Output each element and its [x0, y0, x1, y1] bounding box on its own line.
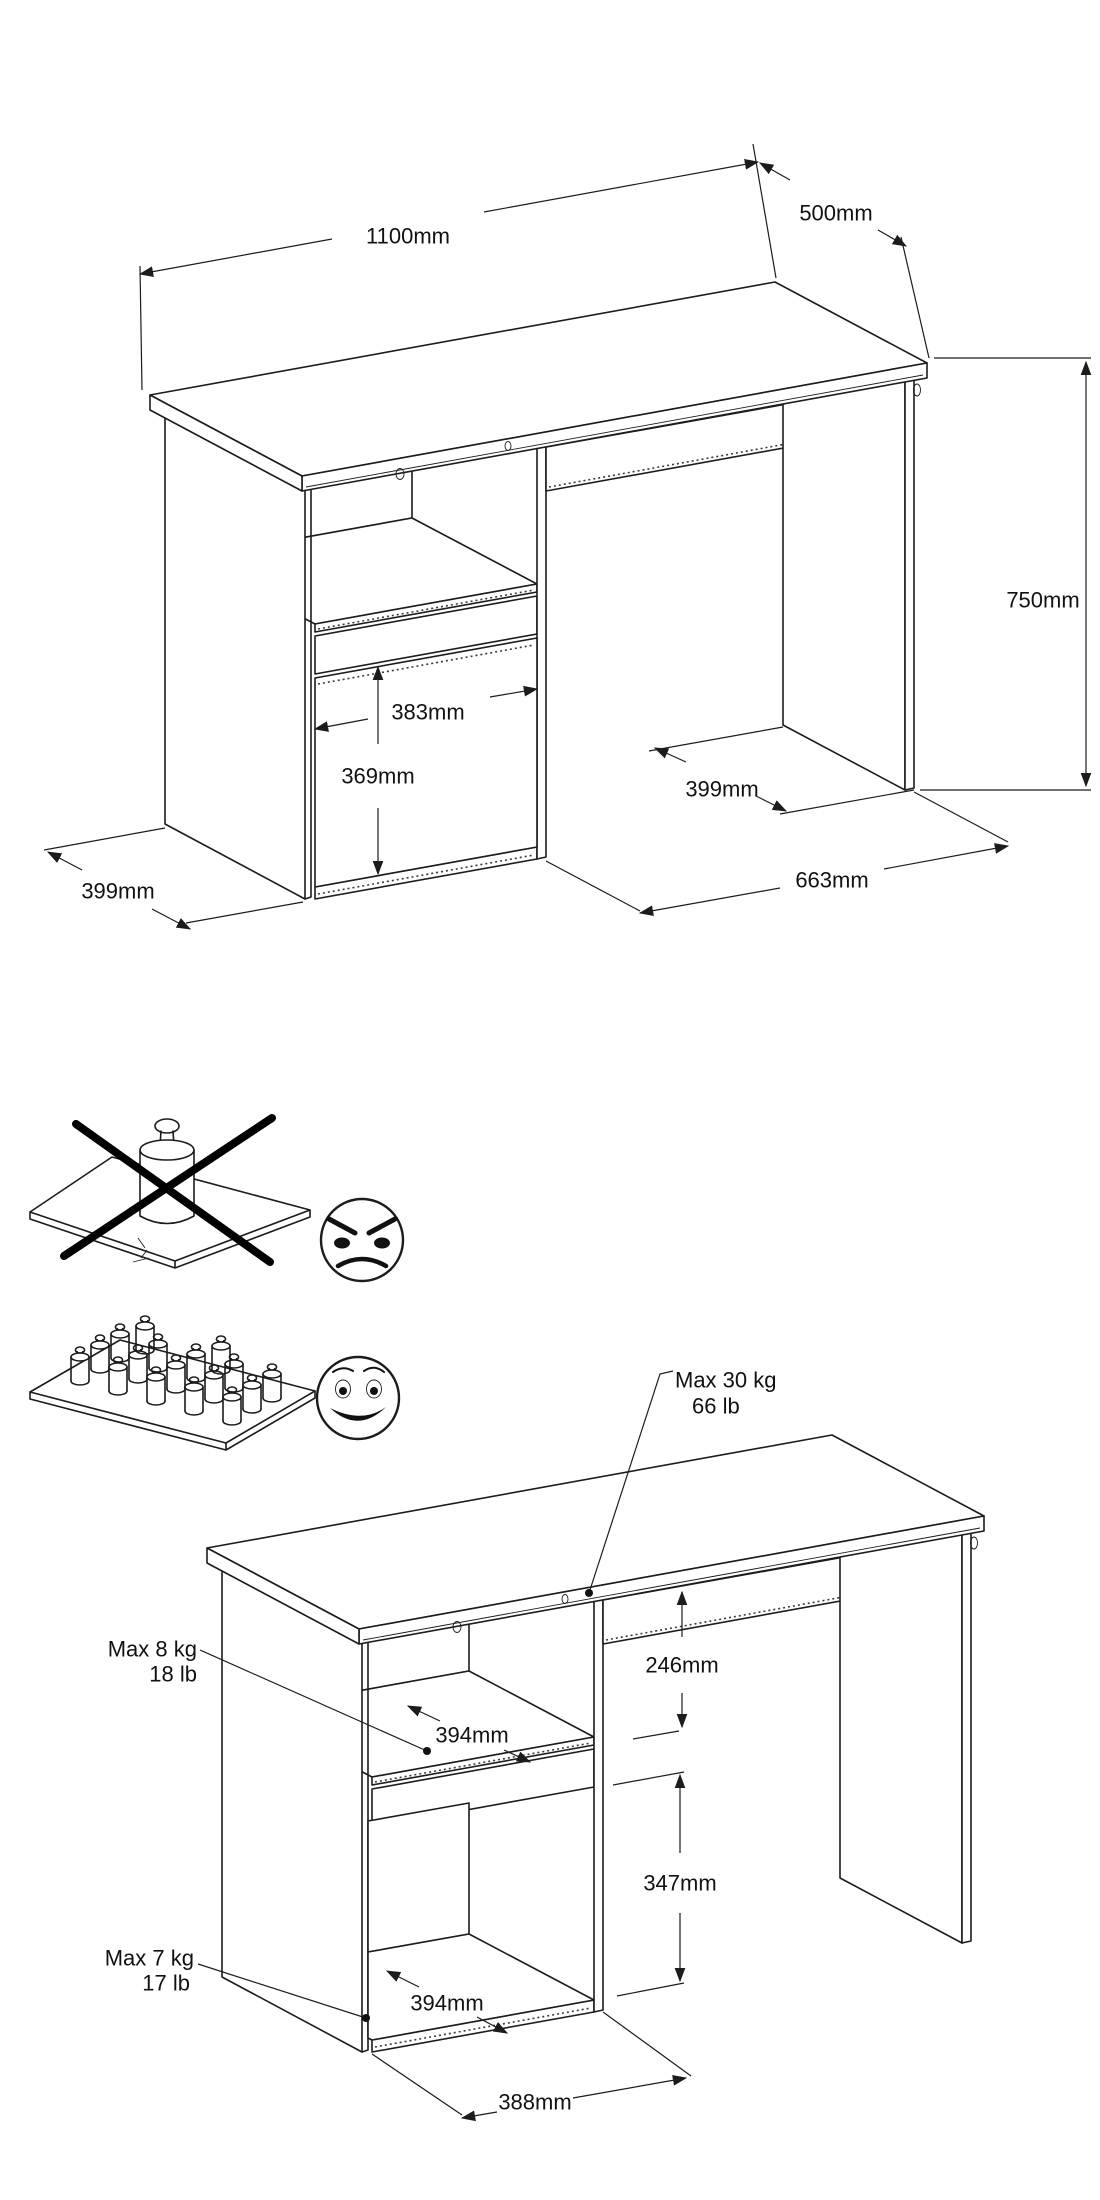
angry-face-icon — [321, 1199, 403, 1281]
lower-back-panel — [368, 1803, 469, 1952]
dim-bottom-shelf-depth-label: 394mm — [410, 1990, 484, 2016]
dim-height — [920, 358, 1091, 790]
max-load-top-kg: Max 30 kg — [675, 1367, 777, 1393]
max-load-top-lb: 66 lb — [692, 1393, 740, 1419]
dim-niche-height-label: 246mm — [645, 1652, 719, 1678]
happy-face-icon — [317, 1357, 399, 1439]
dim-compartment-height-label: 347mm — [643, 1870, 717, 1896]
max-load-bottom-lb: 17 lb — [142, 1970, 190, 1996]
cabinet-door — [315, 638, 537, 887]
max-load-bottom-kg: Max 7 kg — [104, 1945, 194, 1971]
dim-width-label: 1100mm — [366, 223, 450, 249]
leader-dot — [585, 1589, 593, 1597]
dim-compartment-height — [613, 1772, 717, 1996]
dim-door-height-label: 369mm — [341, 763, 415, 789]
dim-door-width-label: 383mm — [391, 699, 465, 725]
dim-opening-width-label: 663mm — [795, 867, 869, 893]
max-load-shelf-lb: 18 lb — [149, 1661, 197, 1687]
dim-right-side-depth-label: 399mm — [685, 776, 759, 802]
max-load-shelf-kg: Max 8 kg — [107, 1636, 197, 1662]
distributed-load-ok — [30, 1316, 399, 1450]
overload-warning — [30, 1118, 403, 1281]
leader-dot — [362, 2014, 370, 2022]
leader-dot — [423, 1747, 431, 1755]
dim-left-side-depth-label: 399mm — [81, 878, 155, 904]
dim-lower-opening-width-label: 388mm — [498, 2089, 572, 2115]
dim-height-label: 750mm — [1006, 587, 1080, 613]
desk-load-diagram — [105, 1368, 984, 2119]
concentrated-load-icon — [30, 1118, 310, 1268]
dim-shelf-depth-label: 394mm — [435, 1722, 509, 1748]
dim-opening-width — [546, 792, 1008, 913]
desk-dimension-diagram — [44, 144, 1091, 929]
dim-depth-label: 500mm — [799, 200, 873, 226]
distributed-load-icon — [30, 1316, 315, 1450]
